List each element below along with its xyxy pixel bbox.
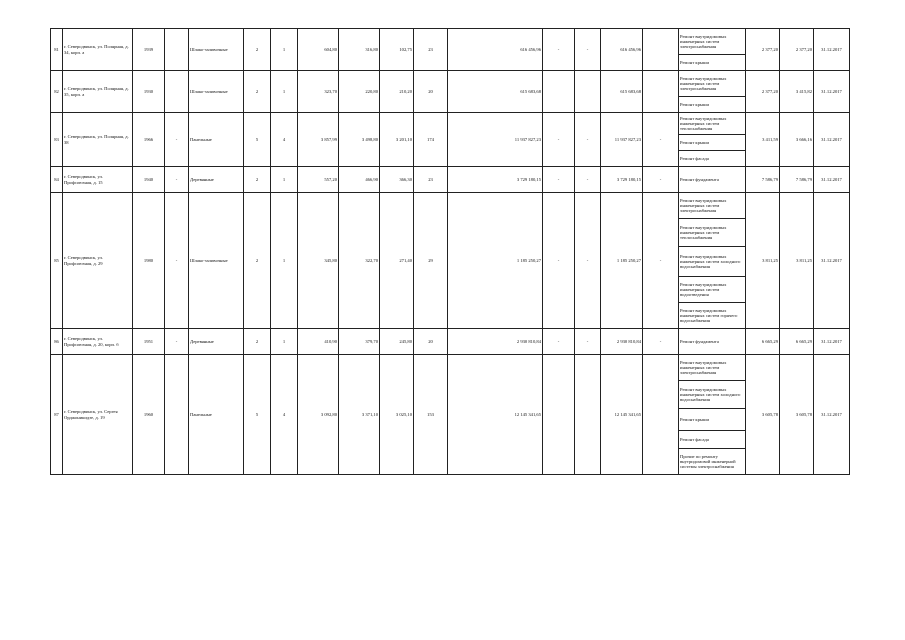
cell-rate: 2 377,20	[746, 29, 780, 71]
cell-c1	[543, 355, 575, 475]
cell-work-type: Ремонт внутридомовых инженерных систем горячего водоснабжения	[679, 303, 746, 329]
cell-residents: 20	[414, 329, 448, 355]
cell-entrances: 4	[271, 113, 298, 167]
cell-c3: 1 185 250,27	[601, 193, 643, 329]
cell-area-living: 379,70	[339, 329, 380, 355]
cell-cost-total: 2 930 810,84	[448, 329, 543, 355]
cell-work-type: Ремонт внутридомовых инженерных систем теплоснабжения	[679, 113, 746, 135]
cell-no: 87	[51, 355, 63, 475]
cell-c3: 3 729 180,15	[601, 167, 643, 193]
cell-address: г. Северодвинск, ул. Полярная, д. 34, корп. а	[63, 29, 133, 71]
table-row	[51, 329, 850, 355]
cell-deadline: 31.12.2017	[814, 193, 850, 329]
cell-residents: 23	[414, 167, 448, 193]
cell-entrances: 1	[271, 29, 298, 71]
cell-material: Панельные	[189, 113, 244, 167]
cell-area-living: 322,70	[339, 193, 380, 329]
cell-limit: 6 665,29	[780, 329, 814, 355]
cell-area-nonres: 366,30	[380, 167, 414, 193]
cell-entrances: 1	[271, 329, 298, 355]
cell-material: Шлако-заливочные	[189, 193, 244, 329]
cell-dash1	[165, 71, 189, 113]
cell-residents: 20	[414, 71, 448, 113]
cell-floors: 2	[244, 193, 271, 329]
table-body	[51, 29, 850, 475]
cell-residents: 23	[414, 29, 448, 71]
cell-work-type: Ремонт внутридомовых инженерных систем холодного водоснабжения	[679, 381, 746, 409]
cell-c4: -	[643, 167, 679, 193]
cell-c4: -	[643, 113, 679, 167]
cell-deadline: 31.12.2017	[814, 167, 850, 193]
cell-area-total: 3 092,80	[298, 355, 339, 475]
cell-no: 81	[51, 29, 63, 71]
cell-year: 1940	[133, 167, 165, 193]
cell-limit: 7 586,79	[780, 167, 814, 193]
cell-c1	[543, 71, 575, 113]
cell-no: 85	[51, 193, 63, 329]
cell-c1: -	[543, 329, 575, 355]
cell-work-type: Ремонт внутридомовых инженерных систем холодного водоснабжения	[679, 247, 746, 277]
cell-c3: 616 456,96	[601, 29, 643, 71]
cell-year: 1966	[133, 113, 165, 167]
cell-area-total: 345,80	[298, 193, 339, 329]
cell-deadline: 31.12.2017	[814, 355, 850, 475]
cell-floors: 5	[244, 355, 271, 475]
cell-dash1: -	[165, 167, 189, 193]
cell-no: 82	[51, 71, 63, 113]
table-row	[51, 167, 850, 193]
cell-work-type: Ремонт крыши	[679, 135, 746, 151]
cell-rate: 3 811,25	[746, 193, 780, 329]
cell-work-type: Прочие по ремонту внутридомовой инженерной системы электроснабжения	[679, 449, 746, 475]
cell-area-nonres: 271,40	[380, 193, 414, 329]
cell-area-living: 316,80	[339, 29, 380, 71]
table-row	[51, 29, 850, 55]
cell-c1: -	[543, 29, 575, 71]
cell-c2: -	[575, 193, 601, 329]
cell-work-type: Ремонт крыши	[679, 55, 746, 71]
cell-floors: 5	[244, 113, 271, 167]
cell-material: Шлако-заливочные	[189, 29, 244, 71]
cell-rate: 3 605,78	[746, 355, 780, 475]
cell-residents: 29	[414, 193, 448, 329]
cell-year: 1980	[133, 193, 165, 329]
cell-c3: 2 930 810,84	[601, 329, 643, 355]
cell-c1: -	[543, 113, 575, 167]
cell-area-total: 410,90	[298, 329, 339, 355]
cell-address: г. Северодвинск, ул. Профсоюзная, д. 29	[63, 193, 133, 329]
cell-material: Деревянные	[189, 329, 244, 355]
cell-limit: 3 666,16	[780, 113, 814, 167]
cell-area-nonres: 245,80	[380, 329, 414, 355]
cell-c1: -	[543, 167, 575, 193]
cell-work-type: Ремонт внутридомовых инженерных систем электроснабжения	[679, 355, 746, 381]
cell-area-living: 3 498,80	[339, 113, 380, 167]
cell-year: 1930	[133, 71, 165, 113]
cell-deadline: 31.12.2017	[814, 71, 850, 113]
cell-limit: 3 811,25	[780, 193, 814, 329]
cell-cost-total: 12 145 341,65	[448, 355, 543, 475]
cell-no: 84	[51, 167, 63, 193]
cell-rate: 2 377,20	[746, 71, 780, 113]
cell-dash1	[165, 355, 189, 475]
cell-year: 1939	[133, 29, 165, 71]
table-row	[51, 193, 850, 219]
cell-entrances: 1	[271, 193, 298, 329]
cell-c4: -	[643, 329, 679, 355]
cell-c2	[575, 71, 601, 113]
cell-floors: 2	[244, 329, 271, 355]
cell-address: г. Северодвинск, ул. Полярная, д. 35, корп. а	[63, 71, 133, 113]
cell-c4	[643, 71, 679, 113]
cell-dash1: -	[165, 193, 189, 329]
cell-work-type: Ремонт внутридомовых инженерных систем электроснабжения	[679, 29, 746, 55]
cell-c2: -	[575, 29, 601, 71]
cell-area-total: 604,80	[298, 29, 339, 71]
cell-cost-total: 1 185 250,27	[448, 193, 543, 329]
table-row	[51, 113, 850, 135]
cell-work-type: Ремонт внутридомовых инженерных систем теплоснабжения	[679, 219, 746, 247]
cell-c2	[575, 355, 601, 475]
cell-material: Шлако-заливочные	[189, 71, 244, 113]
cell-material: Деревянные	[189, 167, 244, 193]
cell-dash1: -	[165, 113, 189, 167]
cell-limit: 3 415,82	[780, 71, 814, 113]
cell-deadline: 31.12.2017	[814, 29, 850, 71]
cell-area-total: 3 857,99	[298, 113, 339, 167]
cell-area-total: 557,20	[298, 167, 339, 193]
cell-rate: 3 411,59	[746, 113, 780, 167]
cell-cost-total: 11 937 827,23	[448, 113, 543, 167]
cell-entrances: 4	[271, 355, 298, 475]
cell-no: 86	[51, 329, 63, 355]
table-row	[51, 71, 850, 97]
cell-area-living: 3 371,10	[339, 355, 380, 475]
cell-cost-total: 616 456,96	[448, 29, 543, 71]
cell-c4	[643, 355, 679, 475]
cell-area-nonres: 102,75	[380, 29, 414, 71]
cell-address: г. Северодвинск, ул. Профсоюзная, д. 15	[63, 167, 133, 193]
cell-material: Панельные	[189, 355, 244, 475]
cell-c2: -	[575, 167, 601, 193]
cell-residents: 174	[414, 113, 448, 167]
cell-c3: 11 937 827,23	[601, 113, 643, 167]
cell-work-type: Ремонт крыши	[679, 409, 746, 431]
cell-c1: -	[543, 193, 575, 329]
cell-area-nonres: 3 025,10	[380, 355, 414, 475]
cell-dash1	[165, 29, 189, 71]
cell-area-nonres: 210,20	[380, 71, 414, 113]
cell-c3: 615 683,68	[601, 71, 643, 113]
cell-c4	[643, 29, 679, 71]
cell-work-type: Ремонт фасада	[679, 151, 746, 167]
cell-floors: 2	[244, 167, 271, 193]
cell-year: 1960	[133, 355, 165, 475]
cell-no: 83	[51, 113, 63, 167]
cell-work-type: Ремонт внутридомовых инженерных систем водоотведения	[679, 277, 746, 303]
cell-cost-total: 3 729 180,15	[448, 167, 543, 193]
table-row	[51, 355, 850, 381]
cell-area-living: 220,80	[339, 71, 380, 113]
cell-c3: 12 145 341,65	[601, 355, 643, 475]
cell-rate: 6 665,29	[746, 329, 780, 355]
cell-deadline: 31.12.2017	[814, 113, 850, 167]
cell-limit: 3 605,78	[780, 355, 814, 475]
cell-work-type: Ремонт фундамента	[679, 167, 746, 193]
cell-deadline: 31.12.2017	[814, 329, 850, 355]
cell-year: 1951	[133, 329, 165, 355]
cell-entrances: 1	[271, 71, 298, 113]
cell-floors: 2	[244, 71, 271, 113]
cell-address: г. Северодвинск, ул. Сергея Орджоникидзе, д. 19	[63, 355, 133, 475]
cell-c2: -	[575, 113, 601, 167]
cell-address: г. Северодвинск, ул. Полярная, д. 38	[63, 113, 133, 167]
cell-area-nonres: 3 201,10	[380, 113, 414, 167]
cell-entrances: 1	[271, 167, 298, 193]
cell-floors: 2	[244, 29, 271, 71]
cell-limit: 2 377,20	[780, 29, 814, 71]
repair-program-table	[50, 28, 850, 475]
cell-work-type: Ремонт фасада	[679, 431, 746, 449]
cell-work-type: Ремонт внутридомовых инженерных систем электроснабжения	[679, 71, 746, 97]
cell-c2: -	[575, 329, 601, 355]
cell-work-type: Ремонт крыши	[679, 97, 746, 113]
cell-c4: -	[643, 193, 679, 329]
cell-cost-total: 615 683,68	[448, 71, 543, 113]
cell-area-total: 323,70	[298, 71, 339, 113]
cell-work-type: Ремонт фундамента	[679, 329, 746, 355]
cell-residents: 153	[414, 355, 448, 475]
cell-area-living: 466,90	[339, 167, 380, 193]
cell-work-type: Ремонт внутридомовых инженерных систем электроснабжения	[679, 193, 746, 219]
cell-dash1: -	[165, 329, 189, 355]
cell-address: г. Северодвинск, ул. Профсоюзная, д. 20, корп. б	[63, 329, 133, 355]
cell-rate: 7 586,79	[746, 167, 780, 193]
